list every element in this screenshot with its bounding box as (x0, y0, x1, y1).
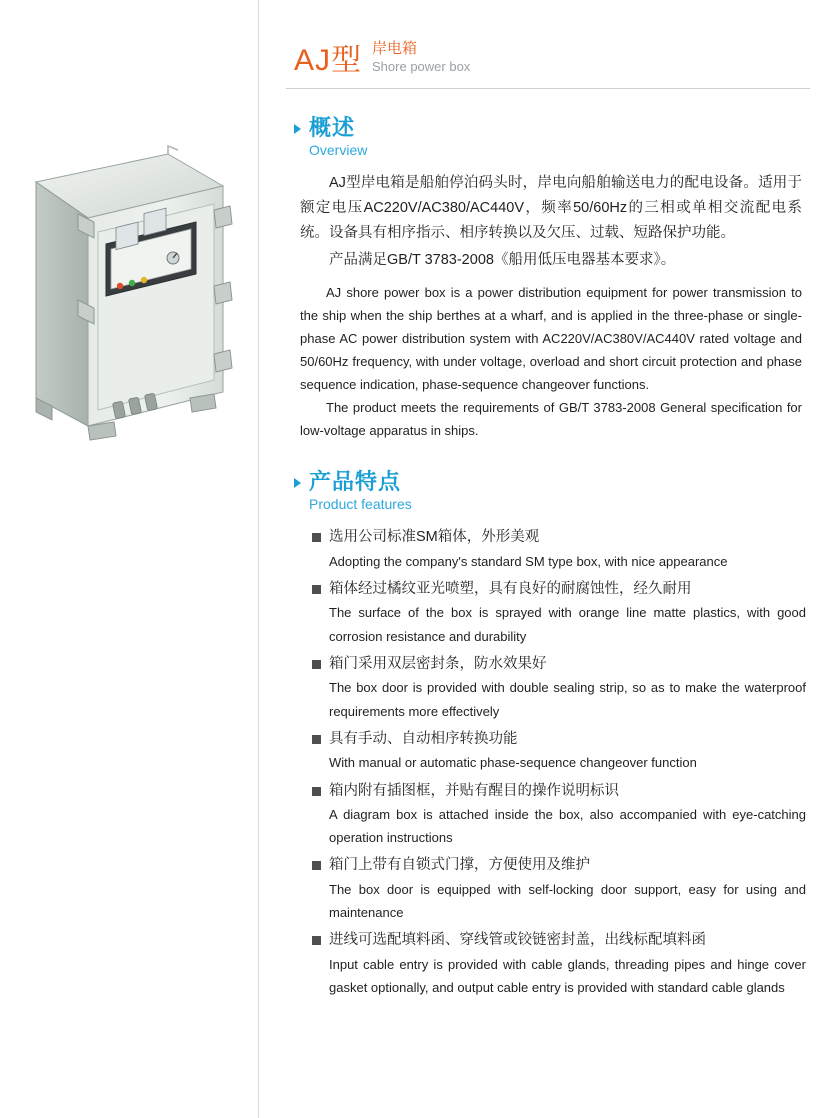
feature-text-cn: 具有手动、自动相序转换功能 (329, 730, 518, 747)
content-column (258, 0, 830, 1118)
feature-text-cn: 箱体经过橘纹亚光喷塑，具有良好的耐腐蚀性，经久耐用 (329, 580, 692, 597)
feature-text-en: Input cable entry is provided with cable glands, threading pipes and hinge cover gasket optionally, and output cable entry is provided with standard cable glands (329, 956, 806, 996)
feature-text-cn: 箱内附有插图框，并贴有醒目的操作说明标识 (329, 782, 619, 799)
shore-power-box-illustration (18, 140, 238, 450)
feature-text-en: Adopting the company's standard SM type box, with nice appearance (329, 553, 728, 569)
left-image-column (0, 0, 258, 1118)
section-overview (286, 115, 810, 443)
feature-text-en: The box door is provided with double sealing strip, so as to make the waterproof requirements more effectively (329, 680, 806, 719)
feature-text-cn: 进线可选配填料函、穿线管或铰链密封盖，出线标配填料函 (329, 932, 706, 949)
overview-title-en: Overview (309, 142, 368, 159)
feature-head (312, 526, 810, 549)
product-name-cn: 岸电箱 (372, 40, 418, 57)
list-item (312, 728, 810, 775)
model-name: AJ型 (294, 44, 363, 77)
overview-paragraph-cn-2: 产品满足GB/T 3783-2008《船用低压电器基本要求》。 (329, 251, 676, 268)
feature-head (312, 653, 810, 676)
section-features (286, 469, 810, 1000)
list-item (312, 929, 810, 999)
feature-text-cn: 选用公司标准SM箱体，外形美观 (329, 529, 540, 546)
list-item (312, 854, 810, 924)
square-bullet-icon (312, 936, 321, 945)
feature-text-en: A diagram box is attached inside the box, also accompanied with eye-catching operation instructions (329, 806, 806, 846)
product-name-en: Shore power box (372, 58, 471, 74)
overview-heading (294, 115, 810, 161)
list-item (312, 780, 810, 850)
product-photo (18, 140, 238, 450)
product-name-block (372, 40, 470, 76)
overview-title-cn: 概述 (309, 115, 356, 140)
feature-text-cn: 箱门上带有自锁式门撑，方便使用及维护 (329, 857, 590, 874)
feature-head (312, 728, 810, 751)
square-bullet-icon (312, 660, 321, 669)
feature-text-cn: 箱门采用双层密封条，防水效果好 (329, 655, 547, 672)
feature-list (294, 526, 810, 999)
list-item (312, 578, 810, 648)
triangle-bullet-icon (294, 478, 301, 488)
feature-head (312, 929, 810, 952)
overview-paragraph-cn-1: AJ型岸电箱是船舶停泊码头时，岸电向船舶输送电力的配电设备。适用于额定电压AC220V/AC380/AC440V，频率50/60Hz的三相或单相交流配电系统。设备具有相序指示、相序转换以及欠压、过载、短路保护功能。 (300, 174, 802, 241)
feature-head (312, 578, 810, 601)
features-heading (294, 469, 810, 515)
overview-paragraph-en-1: AJ shore power box is a power distribution equipment for power transmission to the ship when the ship berthes at a wharf, and is applied in the three-phase or single-phase AC power distribution system with AC220V/AC380V/AC440V rated voltage and 50/60Hz frequency, with under voltage, overload and short circuit protection and phase sequence indication, phase-sequence changeover functions. (300, 284, 802, 393)
square-bullet-icon (312, 787, 321, 796)
square-bullet-icon (312, 735, 321, 744)
triangle-bullet-icon (294, 124, 301, 134)
features-title-en: Product features (309, 495, 412, 512)
feature-text-en: The box door is equipped with self-locking door support, easy for using and maintenance (329, 881, 806, 921)
square-bullet-icon (312, 585, 321, 594)
list-item (312, 526, 810, 573)
page-title (286, 40, 810, 89)
square-bullet-icon (312, 861, 321, 870)
overview-paragraph-en-2: The product meets the requirements of GB/T 3783-2008 General specification for low-voltage apparatus in ships. (300, 400, 802, 439)
overview-body (294, 171, 810, 443)
feature-head (312, 780, 810, 803)
features-title-cn: 产品特点 (309, 468, 402, 494)
feature-head (312, 854, 810, 877)
feature-text-en: The surface of the box is sprayed with orange line matte plastics, with good corrosion resistance and durability (329, 605, 806, 644)
feature-text-en: With manual or automatic phase-sequence changeover function (329, 755, 697, 771)
square-bullet-icon (312, 533, 321, 542)
list-item (312, 653, 810, 723)
